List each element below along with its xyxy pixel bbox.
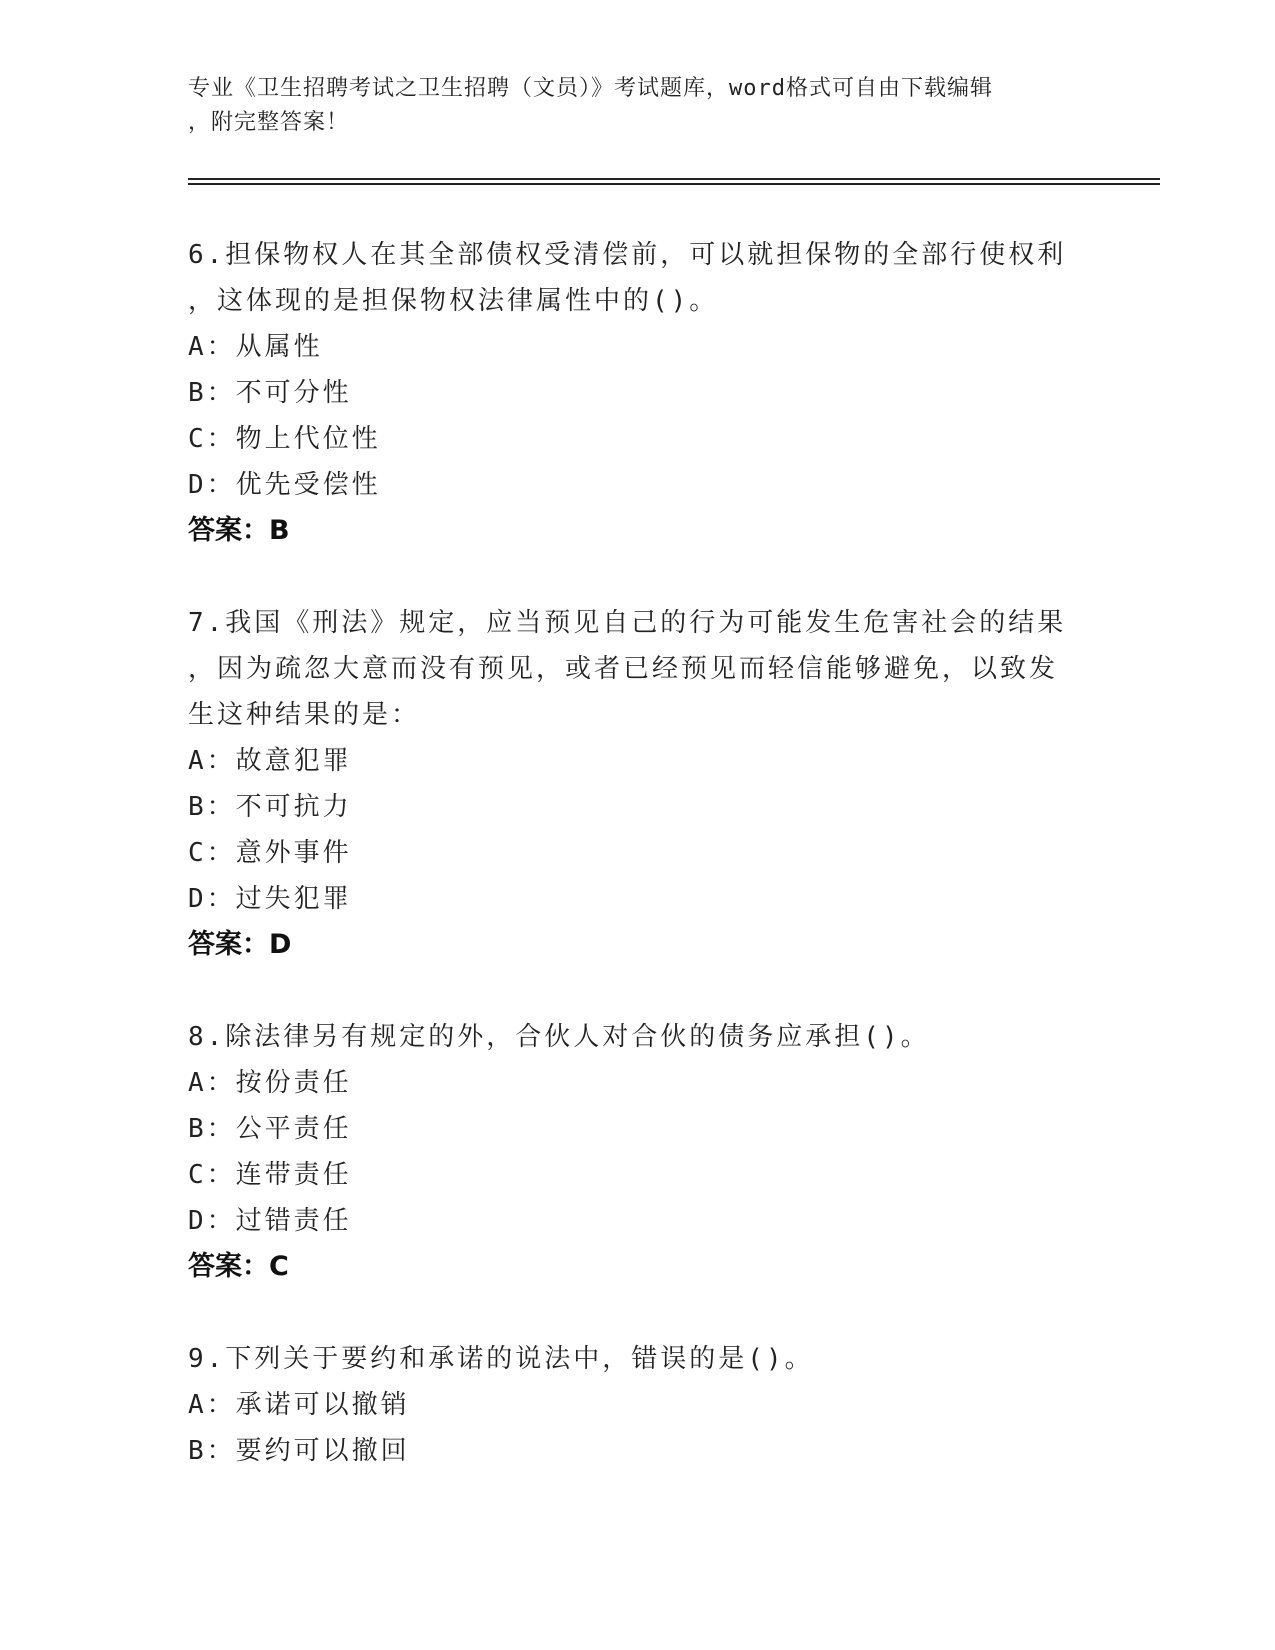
option-b: B：要约可以撤回	[188, 1436, 410, 1466]
question-7	[188, 600, 1068, 968]
option-c: C：物上代位性	[188, 424, 381, 454]
option-d: D：过错责任	[188, 1206, 352, 1236]
option-b: B：不可分性	[188, 378, 352, 408]
question-stem-line: 生这种结果的是：	[188, 700, 421, 730]
answer-line: 答案：C	[188, 1251, 289, 1282]
option-c: C：连带责任	[188, 1160, 352, 1190]
question-6	[188, 232, 1068, 554]
answer-line: 答案：B	[188, 515, 290, 546]
header-divider-bottom	[188, 183, 1160, 185]
question-stem-line: ，因为疏忽大意而没有预见，或者已经预见而轻信能够避免，以致发	[188, 654, 1059, 684]
question-stem-line: 7.我国《刑法》规定，应当预见自己的行为可能发生危害社会的结果	[188, 608, 1067, 638]
option-b: B：不可抗力	[188, 792, 352, 822]
question-9	[188, 1336, 1068, 1474]
option-d: D：过失犯罪	[188, 884, 352, 914]
question-stem-line: ，这体现的是担保物权法律属性中的()。	[188, 286, 719, 316]
question-list	[188, 232, 1068, 1520]
header-line-1: 专业《卫生招聘考试之卫生招聘（文员）》考试题库，word格式可自由下载编辑	[188, 76, 993, 101]
question-stem-line: 6.担保物权人在其全部债权受清偿前，可以就担保物的全部行使权利	[188, 240, 1067, 270]
option-a: A：从属性	[188, 332, 323, 362]
option-a: A：故意犯罪	[188, 746, 352, 776]
option-b: B：公平责任	[188, 1114, 352, 1144]
header-line-2: ，附完整答案！	[188, 110, 350, 135]
option-d: D：优先受偿性	[188, 470, 381, 500]
option-a: A：承诺可以撤销	[188, 1390, 410, 1420]
option-a: A：按份责任	[188, 1068, 352, 1098]
answer-line: 答案：D	[188, 929, 292, 960]
question-stem-line: 8.除法律另有规定的外，合伙人对合伙的债务应承担()。	[188, 1022, 930, 1052]
header-divider-top	[188, 178, 1160, 180]
option-c: C：意外事件	[188, 838, 352, 868]
document-header	[188, 72, 1068, 140]
question-8	[188, 1014, 1068, 1290]
question-stem-line: 9.下列关于要约和承诺的说法中，错误的是()。	[188, 1344, 814, 1374]
